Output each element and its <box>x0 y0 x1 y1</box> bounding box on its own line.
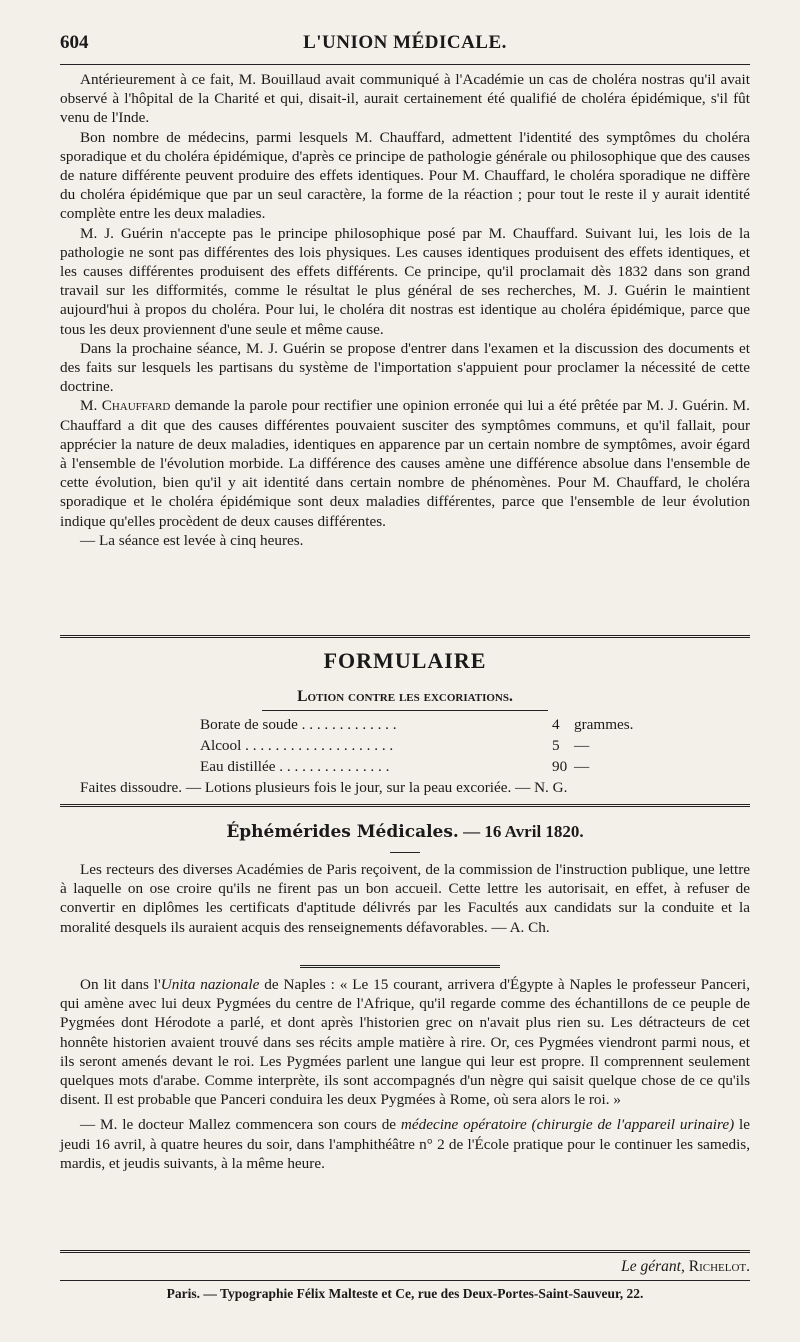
section-rule <box>60 804 750 807</box>
session-report <box>60 70 750 550</box>
ingredient-unit: grammes. <box>574 716 634 733</box>
paragraph: M. J. Guérin n'accepte pas le principe philosophique posé par M. Chauffard. Suivant lui, les lois de la pathologie ne sont pas différentes des lois physiques. Les causes identiques produisent des effets identiques, et les causes différentes produisent des effets différents. Ce principe, qu'il proclamait dès 1832 dans son grand travail sur les difformités, comme le résultat le plus général de ses recherches, M. J. Guérin le maintient aujourd'hui à propos du choléra. Pour lui, le choléra dit nostras est identique au choléra épidémique, parce que tous les deux proviennent d'une seule et même cause. <box>60 224 750 338</box>
news-section <box>60 975 750 1173</box>
paragraph: Faites dissoudre. — Lotions plusieurs fois le jour, sur la peau excoriée. — N. G. <box>80 779 568 796</box>
text: le jeudi 16 avril, à quatre heures du soir, dans l'amphithéâtre n° 2 de l'École pratique pour le continuer les samedis, mardis, et jeudis suivants, à la même heure. <box>60 1116 751 1172</box>
ingredient-row <box>200 758 660 777</box>
ephemerides-date: — 16 Avril 1820. <box>458 822 584 841</box>
section-rule <box>60 1250 750 1253</box>
journal-title: L'UNION MÉDICALE. <box>303 32 507 53</box>
text: M. <box>80 397 102 415</box>
printer-imprint: Paris. — Typographie Félix Malteste et Ce, rue des Deux-Portes-Saint-Sauveur, 22. <box>166 1286 644 1301</box>
footer-rule <box>60 1280 750 1281</box>
speaker-name: Chauffard <box>101 397 171 415</box>
paragraph: Dans la prochaine séance, M. J. Guérin se propose d'entrer dans l'examen et la discussion des documents et des faits sur lesquels les partisans du système de l'importation s'appuient pour proclamer la nécessité de cette doctrine. <box>60 339 750 396</box>
ingredient-amount: 5 <box>552 737 560 754</box>
paragraph <box>60 1115 750 1173</box>
section-title: FORMULAIRE <box>323 648 487 673</box>
newspaper-name: Unita nazionale <box>160 976 260 993</box>
ephemerides-title: Éphémérides Médicales. <box>226 822 459 842</box>
ingredient-name: Eau distillée . . . . . . . . . . . . . . . <box>200 758 390 775</box>
header-rule <box>60 64 750 65</box>
text: de Naples : « Le 15 courant, arrivera d'Égypte à Naples le professeur Panceri, qui amène avec lui deux Pygmées du centre de l'Afrique, qu'il regarde comme des échantillons de ce peuple de Pygmées dont Hérodote a parlé, et dont après l'historien grec on n'avait plus rien su. Les détracteurs de cet honnête historien avaient trouvé dans ses récits ample matière à rire. Or, ces Pygmées viendront parmi nous, et ils seront amenés devant le roi. Les Pygmées parlent une langue qui leur est propre. Il comprennent seulement quelques mots d'arabe. Comme interprète, ils sont accompagnés d'un nègre qui saisit quelque chose de ce qu'ils disent. Il est probable que Panceri conduira les deux Pygmées à Rome, où sera alors le roi. » <box>60 976 751 1109</box>
ingredient-row <box>200 716 660 735</box>
page-number: 604 <box>60 32 89 53</box>
signature <box>500 1258 750 1276</box>
ingredient-name: Alcool . . . . . . . . . . . . . . . . . . . . <box>200 737 394 754</box>
short-rule <box>390 852 420 853</box>
ingredient-amount: 4 <box>552 716 560 733</box>
text: On lit dans l' <box>80 976 161 993</box>
separator-rule <box>300 965 500 968</box>
ingredient-name: Borate de soude . . . . . . . . . . . . . <box>200 716 397 733</box>
text: — M. le docteur Mallez commencera son cours de <box>80 1116 401 1134</box>
text: demande la parole pour rectifier une opinion erronée qui lui a été prêtée par M. J. Guérin. M. Chauffard a dit que des causes différentes pouvaient susciter des symptômes communs, et qu'il fallait, pour apprécier la nature de deux maladies, identiques en apparence par un certain nombre de symptômes, avoir égard à l'ensemble de l'évolution morbide. La différence des causes amène une différence absolue dans l'ensemble de cette évolution, bien qu'il y ait identité dans certain nombre de phénomènes. Pour M. Chauffard, le choléra sporadique et le choléra épidémique sont deux maladies différentes, parce que l'ensemble de leur évolution indique qu'elles procèdent de deux causes différentes. <box>60 397 750 530</box>
ingredient-unit: — <box>574 737 590 754</box>
running-header <box>60 30 750 60</box>
signature-label: Le gérant, <box>621 1258 685 1275</box>
course-title: médecine opératoire (chirurgie de l'appareil urinaire) <box>400 1116 735 1134</box>
paragraph: Bon nombre de médecins, parmi lesquels M. Chauffard, admettent l'identité des symptômes du choléra sporadique et du choléra épidémique, d'après ce principe de pathologie générale ou philosophique que des causes de nature différente peuvent produire des effets identiques. Pour M. Chauffard, le choléra sporadique ne diffère du choléra épidémique que par un seul caractère, la forme de la réaction ; pour tout le reste il y aurait identité complète entre les deux maladies. <box>60 128 750 223</box>
paragraph: Les recteurs des diverses Académies de Paris reçoivent, de la commission de l'instruction publique, une lettre à laquelle on ose croire qu'ils ne firent pas un bon accueil. Cette lettre les autorisait, en effet, à refuser de convertir en diplômes les certificats d'aptitude délivrés par les Facultés aux candidats sur la conduite et la moralité desquels ils auraient acquis des renseignements défavorables. — A. Ch. <box>60 861 750 936</box>
ingredient-unit: — <box>574 758 590 775</box>
title-underline <box>262 710 548 711</box>
paragraph: Antérieurement à ce fait, M. Bouillaud avait communiqué à l'Académie un cas de choléra nostras qu'il avait observé à l'hôpital de la Charité et qui, disait-il, aurait certainement été qualifié de choléra épidémique, s'il fût venu de l'Inde. <box>60 71 750 127</box>
paragraph: — La séance est levée à cinq heures. <box>80 531 304 549</box>
ingredient-amount: 90 <box>552 758 568 775</box>
signature-name: Richelot. <box>688 1258 750 1275</box>
paragraph <box>60 975 750 1109</box>
ephemerides-heading <box>60 822 750 842</box>
paragraph <box>60 396 750 530</box>
ingredient-row <box>200 737 660 756</box>
recipe-title: Lotion contre les excoriations. <box>297 688 513 705</box>
ephemerides-text <box>60 860 750 937</box>
recipe-instructions <box>60 778 750 797</box>
section-rule <box>60 635 750 638</box>
